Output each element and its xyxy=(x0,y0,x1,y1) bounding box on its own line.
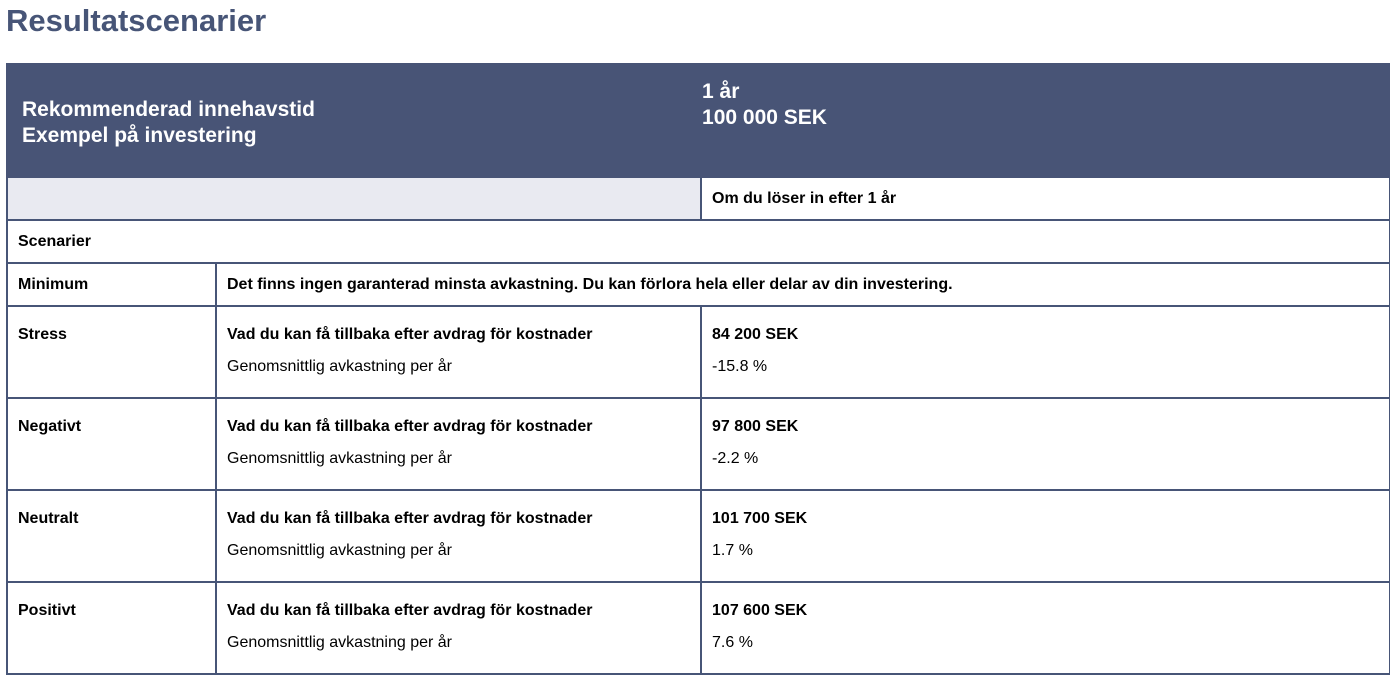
scenario-values-cell xyxy=(701,398,1390,490)
scenario-labels-cell xyxy=(216,490,701,582)
return-amount: 107 600 SEK xyxy=(712,602,808,619)
table-header-row xyxy=(7,64,1390,177)
average-return-value: 1.7 % xyxy=(712,542,753,559)
return-amount: 84 200 SEK xyxy=(712,326,799,343)
return-label: Vad du kan få tillbaka efter avdrag för kostnader xyxy=(227,510,593,527)
holding-period-label: Rekommenderad innehavstid xyxy=(22,97,315,121)
table-row xyxy=(7,306,1390,398)
average-return-value: -15.8 % xyxy=(712,358,768,375)
scenario-values-cell xyxy=(701,582,1390,674)
investment-example-label: Exempel på investering xyxy=(22,123,257,147)
section-row xyxy=(7,220,1390,263)
return-label: Vad du kan få tillbaka efter avdrag för kostnader xyxy=(227,418,593,435)
return-label: Vad du kan få tillbaka efter avdrag för kostnader xyxy=(227,326,593,343)
scenario-values-cell xyxy=(701,490,1390,582)
scenario-labels-cell xyxy=(216,398,701,490)
scenario-labels-cell xyxy=(216,582,701,674)
scenario-labels-cell xyxy=(216,306,701,398)
average-return-label: Genomsnittlig avkastning per år xyxy=(227,542,452,559)
scenario-values-cell xyxy=(701,306,1390,398)
return-amount: 101 700 SEK xyxy=(712,510,808,527)
table-row xyxy=(7,490,1390,582)
average-return-value: 7.6 % xyxy=(712,634,753,651)
minimum-label: Minimum xyxy=(7,263,216,306)
investment-example-value: 100 000 SEK xyxy=(702,106,827,129)
return-amount: 97 800 SEK xyxy=(712,418,799,435)
performance-scenarios-table xyxy=(6,63,1390,675)
subheader-left-cell xyxy=(7,177,701,220)
scenario-name: Neutralt xyxy=(7,490,216,582)
scenario-name: Stress xyxy=(7,306,216,398)
average-return-label: Genomsnittlig avkastning per år xyxy=(227,634,452,651)
return-label: Vad du kan få tillbaka efter avdrag för kostnader xyxy=(227,602,593,619)
table-row xyxy=(7,398,1390,490)
minimum-row xyxy=(7,263,1390,306)
scenario-name: Negativt xyxy=(7,398,216,490)
header-labels-cell xyxy=(7,64,701,177)
average-return-label: Genomsnittlig avkastning per år xyxy=(227,450,452,467)
header-values-cell xyxy=(701,64,1390,177)
average-return-label: Genomsnittlig avkastning per år xyxy=(227,358,452,375)
holding-period-value: 1 år xyxy=(702,80,740,103)
table-subheader-row xyxy=(7,177,1390,220)
scenario-name: Positivt xyxy=(7,582,216,674)
minimum-text: Det finns ingen garanterad minsta avkastning. Du kan förlora hela eller delar av din investering. xyxy=(216,263,1390,306)
redemption-period-heading: Om du löser in efter 1 år xyxy=(701,177,1390,220)
page-title: Resultatscenarier xyxy=(6,3,267,38)
table-row xyxy=(7,582,1390,674)
scenarios-section-label: Scenarier xyxy=(7,220,1390,263)
average-return-value: -2.2 % xyxy=(712,450,759,467)
